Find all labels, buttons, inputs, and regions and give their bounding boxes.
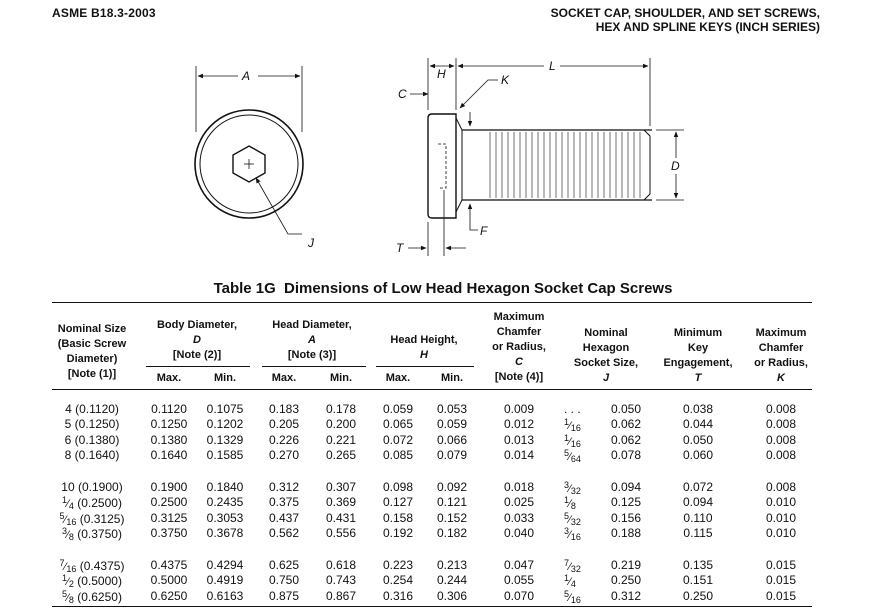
cell-c: 0.047 bbox=[503, 558, 535, 572]
cell-j: 0.219 bbox=[610, 558, 642, 572]
cell-j: 0.062 bbox=[610, 432, 642, 447]
cell-t: 0.072 bbox=[682, 480, 714, 494]
cell-k: 0.008 bbox=[765, 480, 797, 494]
side-view bbox=[396, 58, 684, 256]
cell-hex-fraction: $^5⁄_{32}$ bbox=[564, 510, 581, 527]
cell-k: 0.008 bbox=[765, 432, 797, 447]
cell-k: 0.008 bbox=[765, 402, 797, 416]
cell-a-min: 0.221 bbox=[325, 432, 357, 447]
cell-t: 0.050 bbox=[682, 432, 714, 447]
cell-j: 0.250 bbox=[610, 573, 642, 588]
cell-d-min: 0.4294 bbox=[206, 558, 244, 572]
label-C: C bbox=[398, 87, 407, 101]
cell-j: 0.050 bbox=[610, 402, 642, 416]
cell-nominal-size: 10 (0.1900) bbox=[61, 480, 123, 494]
cell-a-min: 0.200 bbox=[325, 417, 357, 432]
cell-j: 0.062 bbox=[610, 417, 642, 432]
cell-a-max: 0.183 bbox=[268, 402, 300, 416]
cell-t: 0.135 bbox=[682, 558, 714, 572]
label-F: F bbox=[480, 224, 488, 238]
cell-a-max: 0.375 bbox=[268, 495, 300, 510]
cell-j: 0.078 bbox=[610, 447, 642, 462]
cell-hex-fraction: $^1⁄_4$ bbox=[564, 573, 576, 590]
cell-a-max: 0.625 bbox=[268, 558, 300, 572]
cell-nominal-size: $^1⁄_2$ (0.5000) bbox=[62, 573, 122, 590]
cell-h-min: 0.152 bbox=[436, 510, 468, 525]
cell-k: 0.008 bbox=[765, 417, 797, 432]
cell-d-min: 0.1840 bbox=[206, 480, 244, 494]
header-head-diameter: Head Diameter, A [Note (3)] bbox=[272, 319, 352, 361]
label-L: L bbox=[549, 59, 556, 73]
cell-d-min: 0.3053 bbox=[206, 510, 244, 525]
cell-hex-fraction: $^3⁄_{16}$ bbox=[564, 525, 581, 542]
table-title bbox=[0, 280, 882, 297]
cell-hex-fraction: $^1⁄_{16}$ bbox=[564, 432, 581, 449]
label-J: J bbox=[308, 236, 314, 250]
cell-t: 0.038 bbox=[682, 402, 714, 416]
label-A: A bbox=[242, 69, 251, 83]
cell-k: 0.015 bbox=[765, 588, 797, 603]
cell-hex-fraction: $^1⁄_{16}$ bbox=[564, 417, 581, 434]
cell-k: 0.015 bbox=[765, 573, 797, 588]
header-key-engagement: Minimum Key Engagement, T bbox=[663, 327, 733, 384]
cell-h-max: 0.072 bbox=[382, 432, 414, 447]
cell-d-min: 0.1202 bbox=[206, 417, 244, 432]
cell-hex-fraction: $^5⁄_{16}$ bbox=[564, 588, 581, 605]
cell-a-max: 0.226 bbox=[268, 432, 300, 447]
cell-d-max: 0.1250 bbox=[150, 417, 188, 432]
cell-h-max: 0.192 bbox=[382, 525, 414, 540]
cell-hex-fraction: . . . bbox=[564, 402, 581, 416]
cell-h-min: 0.059 bbox=[436, 417, 468, 432]
cell-a-max: 0.312 bbox=[268, 480, 300, 494]
cell-nominal-size: $^1⁄_4$ (0.2500) bbox=[62, 495, 122, 512]
cell-c: 0.012 bbox=[503, 417, 535, 432]
cell-nominal-size: $^3⁄_8$ (0.3750) bbox=[62, 525, 122, 542]
cell-a-min: 0.265 bbox=[325, 447, 357, 462]
cell-a-min: 0.867 bbox=[325, 588, 357, 603]
cell-h-max: 0.059 bbox=[382, 402, 414, 416]
body-max-label: Max. bbox=[156, 372, 182, 384]
table-top-rule bbox=[52, 302, 812, 303]
cell-nominal-size: $^5⁄_{16}$ (0.3125) bbox=[59, 510, 125, 527]
header-k-chamfer: Maximum Chamfer or Radius, K bbox=[754, 327, 808, 384]
cell-nominal-size: $^7⁄_{16}$ (0.4375) bbox=[59, 558, 125, 574]
cell-a-min: 0.618 bbox=[325, 558, 357, 572]
height-group-rule bbox=[376, 366, 474, 367]
cell-c: 0.018 bbox=[503, 480, 535, 494]
cell-t: 0.151 bbox=[682, 573, 714, 588]
cell-k: 0.010 bbox=[765, 495, 797, 510]
cell-a-max: 0.875 bbox=[268, 588, 300, 603]
document-title-line1: SOCKET CAP, SHOULDER, AND SET SCREWS, bbox=[550, 6, 820, 20]
cell-d-max: 0.4375 bbox=[150, 558, 188, 572]
cell-j: 0.125 bbox=[610, 495, 642, 510]
cell-h-min: 0.121 bbox=[436, 495, 468, 510]
cell-h-max: 0.316 bbox=[382, 588, 414, 603]
cell-h-min: 0.182 bbox=[436, 525, 468, 540]
height-min-label: Min. bbox=[441, 372, 463, 384]
head-min-label: Min. bbox=[330, 372, 352, 384]
cell-j: 0.094 bbox=[610, 480, 642, 494]
header-chamfer: Maximum Chamfer or Radius, C [Note (4)] bbox=[492, 311, 546, 383]
cell-d-min: 0.4919 bbox=[206, 573, 244, 588]
cell-k: 0.015 bbox=[765, 558, 797, 572]
end-view bbox=[195, 66, 315, 250]
cell-k: 0.010 bbox=[765, 510, 797, 525]
cell-d-max: 0.3125 bbox=[150, 510, 188, 525]
cell-nominal-size: 6 (0.1380) bbox=[64, 432, 120, 447]
cell-j: 0.188 bbox=[610, 525, 642, 540]
header-bottom-rule bbox=[52, 389, 812, 390]
label-K: K bbox=[501, 73, 510, 87]
cell-h-min: 0.079 bbox=[436, 447, 468, 462]
cell-h-max: 0.158 bbox=[382, 510, 414, 525]
cell-d-max: 0.1120 bbox=[151, 402, 187, 416]
cell-h-max: 0.065 bbox=[382, 417, 414, 432]
cell-h-max: 0.098 bbox=[382, 480, 414, 494]
screw-drawing bbox=[0, 0, 882, 280]
cell-nominal-size: 8 (0.1640) bbox=[64, 447, 120, 462]
cell-c: 0.070 bbox=[503, 588, 535, 603]
table-bottom-rule bbox=[52, 606, 812, 607]
cell-a-max: 0.270 bbox=[268, 447, 300, 462]
cell-c: 0.040 bbox=[503, 525, 535, 540]
cell-a-max: 0.437 bbox=[268, 510, 300, 525]
cell-d-min: 0.1075 bbox=[206, 402, 244, 416]
cell-a-min: 0.178 bbox=[325, 402, 357, 416]
cell-d-min: 0.1585 bbox=[206, 447, 244, 462]
cell-d-max: 0.6250 bbox=[150, 588, 188, 603]
cell-a-max: 0.205 bbox=[268, 417, 300, 432]
cell-d-min: 0.3678 bbox=[206, 525, 244, 540]
body-min-label: Min. bbox=[214, 372, 236, 384]
cell-nominal-size: 5 (0.1250) bbox=[64, 417, 120, 432]
cell-h-max: 0.254 bbox=[382, 573, 414, 588]
cell-k: 0.010 bbox=[765, 525, 797, 540]
cell-c: 0.009 bbox=[503, 402, 535, 416]
cell-nominal-size: 4 (0.1120) bbox=[65, 402, 119, 416]
cell-d-max: 0.2500 bbox=[150, 495, 188, 510]
cell-h-min: 0.053 bbox=[436, 402, 468, 416]
cell-j: 0.312 bbox=[610, 588, 642, 603]
cell-a-min: 0.307 bbox=[325, 480, 357, 494]
label-T: T bbox=[396, 241, 404, 255]
cell-hex-fraction: $^3⁄_{32}$ bbox=[564, 480, 581, 496]
header-hex-socket: Nominal Hexagon Socket Size, J bbox=[573, 327, 639, 384]
cell-t: 0.044 bbox=[682, 417, 714, 432]
cell-d-max: 0.3750 bbox=[150, 525, 188, 540]
cell-hex-fraction: $^5⁄_{64}$ bbox=[564, 447, 581, 464]
cell-t: 0.094 bbox=[682, 495, 714, 510]
cell-h-min: 0.306 bbox=[436, 588, 468, 603]
cell-c: 0.055 bbox=[503, 573, 535, 588]
cell-a-max: 0.750 bbox=[268, 573, 300, 588]
cell-d-min: 0.2435 bbox=[206, 495, 244, 510]
cell-a-min: 0.369 bbox=[325, 495, 357, 510]
cell-d-max: 0.1380 bbox=[150, 432, 188, 447]
header-nominal: Nominal Size (Basic Screw Diameter) [Note (1)] bbox=[57, 323, 127, 380]
cell-c: 0.033 bbox=[503, 510, 535, 525]
cell-c: 0.025 bbox=[503, 495, 535, 510]
header-head-height: Head Height, H bbox=[390, 334, 458, 361]
height-max-label: Max. bbox=[385, 372, 411, 384]
cell-h-max: 0.085 bbox=[382, 447, 414, 462]
cell-h-min: 0.244 bbox=[436, 573, 468, 588]
cell-a-max: 0.562 bbox=[268, 525, 300, 540]
cell-d-min: 0.1329 bbox=[206, 432, 244, 447]
cell-h-min: 0.213 bbox=[436, 558, 468, 572]
cell-j: 0.156 bbox=[610, 510, 642, 525]
cell-nominal-size: $^5⁄_8$ (0.6250) bbox=[62, 588, 122, 605]
head-max-label: Max. bbox=[271, 372, 297, 384]
cell-h-min: 0.092 bbox=[436, 480, 468, 494]
cell-t: 0.115 bbox=[683, 525, 713, 540]
cell-c: 0.013 bbox=[503, 432, 535, 447]
table-number: Table 1G bbox=[213, 280, 276, 297]
cell-c: 0.014 bbox=[503, 447, 535, 462]
cell-hex-fraction: $^7⁄_{32}$ bbox=[564, 558, 581, 574]
cell-a-min: 0.431 bbox=[325, 510, 357, 525]
cell-t: 0.060 bbox=[682, 447, 714, 462]
label-D: D bbox=[671, 159, 680, 173]
cell-d-max: 0.5000 bbox=[150, 573, 188, 588]
cell-t: 0.250 bbox=[682, 588, 714, 603]
label-H: H bbox=[437, 67, 446, 81]
cell-h-max: 0.223 bbox=[382, 558, 414, 572]
cell-a-min: 0.556 bbox=[325, 525, 357, 540]
cell-d-min: 0.6163 bbox=[206, 588, 244, 603]
cell-d-max: 0.1640 bbox=[150, 447, 188, 462]
body-group-rule bbox=[146, 366, 250, 367]
cell-hex-fraction: $^1⁄_8$ bbox=[564, 495, 576, 512]
cell-a-min: 0.743 bbox=[325, 573, 357, 588]
cell-t: 0.110 bbox=[683, 510, 713, 525]
cell-h-min: 0.066 bbox=[436, 432, 468, 447]
standard-id: ASME B18.3-2003 bbox=[52, 6, 156, 20]
table-caption: Dimensions of Low Head Hexagon Socket Cap Screws bbox=[283, 280, 673, 297]
document-title-line2: HEX AND SPLINE KEYS (INCH SERIES) bbox=[595, 20, 820, 34]
cell-k: 0.008 bbox=[765, 447, 797, 462]
cell-h-max: 0.127 bbox=[382, 495, 414, 510]
cell-d-max: 0.1900 bbox=[150, 480, 188, 494]
header-body-diameter: Body Diameter, D [Note (2)] bbox=[156, 319, 238, 361]
head-group-rule bbox=[262, 366, 366, 367]
